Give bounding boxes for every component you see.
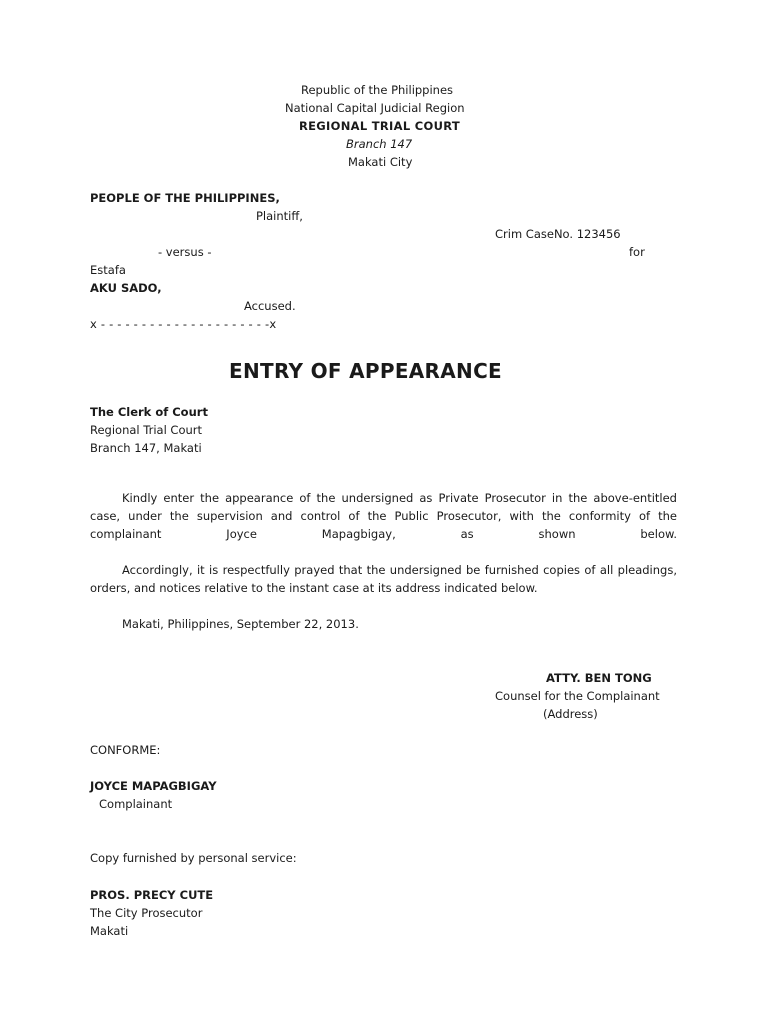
for-label: for [629, 245, 645, 259]
versus-label: - versus - [158, 245, 212, 259]
addressee-court: Regional Trial Court [90, 423, 203, 437]
offense-label: Estafa [90, 263, 126, 277]
header-branch: Branch 147 [346, 137, 413, 151]
conforme-label: CONFORME: [90, 743, 161, 757]
complainant-role: Complainant [99, 797, 173, 811]
header-judicial-region: National Capital Judicial Region [285, 101, 465, 115]
accused-name: AKU SADO, [90, 281, 162, 295]
counsel-address: (Address) [543, 707, 598, 721]
case-number: Crim CaseNo. 123456 [495, 227, 621, 241]
accused-role: Accused. [244, 299, 296, 313]
header-republic: Republic of the Philippines [301, 83, 454, 97]
header-court-name: REGIONAL TRIAL COURT [299, 119, 461, 133]
prosecutor-city: Makati [90, 924, 129, 938]
plaintiff-role: Plaintiff, [256, 209, 303, 223]
body-paragraph-2: Accordingly, it is respectfully prayed that the undersigned be furnished copies of all pleadings, orders, and notices relative to the instant case at its address indicated below. [90, 563, 677, 595]
counsel-name: ATTY. BEN TONG [546, 671, 652, 685]
header-city: Makati City [348, 155, 413, 169]
dateline: Makati, Philippines, September 22, 2013. [122, 617, 359, 631]
prosecutor-name: PROS. PRECY CUTE [90, 888, 214, 902]
plaintiff-name: PEOPLE OF THE PHILIPPINES, [90, 191, 280, 205]
body-paragraph-1: Kindly enter the appearance of the undersigned as Private Prosecutor in the above-entitled case, under the supervision and control of the Public Prosecutor, with the conformity of the complainant Joyce Mapagbigay, as shown below. [90, 491, 677, 541]
document-title: ENTRY OF APPEARANCE [229, 359, 503, 383]
addressee-clerk: The Clerk of Court [90, 405, 208, 419]
caption-separator: x - - - - - - - - - - - - - - - - - - - - -x [90, 317, 277, 331]
addressee-branch: Branch 147, Makati [90, 441, 202, 455]
copy-furnished-label: Copy furnished by personal service: [90, 851, 297, 865]
prosecutor-office: The City Prosecutor [90, 906, 203, 920]
complainant-name: JOYCE MAPAGBIGAY [90, 779, 217, 793]
counsel-role: Counsel for the Complainant [495, 689, 660, 703]
